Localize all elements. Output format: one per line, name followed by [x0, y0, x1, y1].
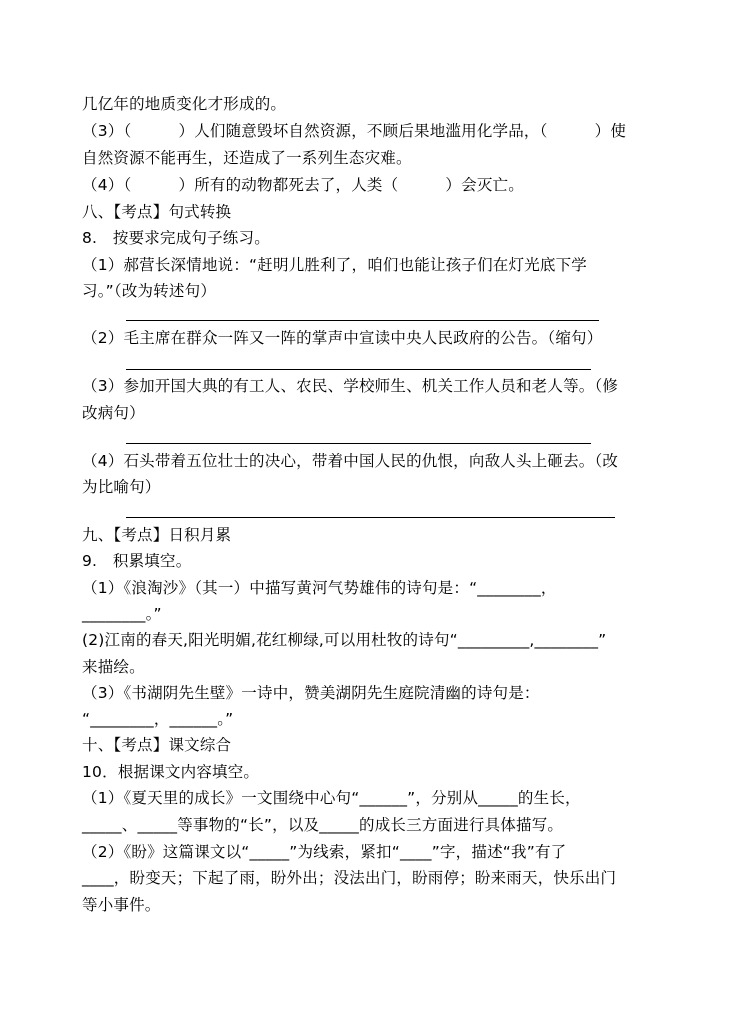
question-9-title: 9. 积累填空。 [82, 552, 192, 570]
question-8-1-line-2: 习。”（改为转述句） [82, 282, 217, 300]
question-8-3-line-2: 改病句） [82, 404, 145, 422]
answer-line-8-4[interactable] [126, 517, 615, 518]
question-7-3-line-1: （3）（ ）人们随意毁坏自然资源，不顾后果地滥用化学品，（ ）使 [82, 122, 627, 140]
question-9-1-line-2: ________。” [82, 605, 162, 623]
question-9-3-line-2: “________，______。” [82, 710, 234, 728]
question-8-title: 8. 按要求完成句子练习。 [82, 229, 270, 247]
question-8-4-line-2: 为比喻句） [82, 478, 161, 496]
question-8-3-line-1: （3）参加开国大典的有工人、农民、学校师生、机关工作人员和老人等。（修 [82, 377, 619, 395]
section-9-heading: 九、【考点】日积月累 [82, 526, 232, 544]
text-line-continuation: 几亿年的地质变化才形成的。 [82, 95, 287, 113]
answer-line-8-2[interactable] [126, 369, 591, 370]
question-10-2-line-2: ____，盼变天；下起了雨，盼外出；没法出门，盼雨停；盼来雨天，快乐出门 [82, 869, 617, 887]
section-8-heading: 八、【考点】句式转换 [82, 203, 232, 221]
question-9-2-line-2: 来描绘。 [82, 658, 145, 676]
question-8-4-line-1: （4）石头带着五位壮士的决心，带着中国人民的仇恨，向敌人头上砸去。（改 [82, 452, 619, 470]
question-10-1-line-2: _____、_____等事物的“长”，以及_____的成长三方面进行具体描写。 [82, 816, 564, 834]
section-10-heading: 十、【考点】课文综合 [82, 736, 232, 754]
answer-line-8-3[interactable] [126, 443, 591, 444]
question-7-4: （4）（ ）所有的动物都死去了，人类（ ）会灭亡。 [82, 176, 524, 194]
question-10-1-line-1: （1）《夏天里的成长》一文围绕中心句“______”，分别从_____的生长， [82, 789, 581, 807]
question-10-2-line-1: （2）《盼》这篇课文以“_____”为线索，紧扣“____”字，描述“我”有了 [82, 843, 567, 861]
answer-line-8-1[interactable] [126, 320, 599, 321]
question-9-1-line-1: （1）《浪淘沙》（其一）中描写黄河气势雄伟的诗句是：“________， [82, 579, 557, 597]
question-9-3-line-1: （3）《书湖阴先生壁》一诗中，赞美湖阴先生庭院清幽的诗句是： [82, 684, 540, 702]
question-7-3-line-2: 自然资源不能再生，还造成了一系列生态灾难。 [82, 149, 412, 167]
question-10-2-line-3: 等小事件。 [82, 896, 161, 914]
question-8-2: （2）毛主席在群众一阵又一阵的掌声中宣读中央人民政府的公告。（缩句） [82, 329, 603, 347]
question-8-1-line-1: （1）郝营长深情地说：“赶明儿胜利了，咱们也能让孩子们在灯光底下学 [82, 256, 587, 274]
question-10-title: 10．根据课文内容填空。 [82, 763, 260, 781]
question-9-2-line-1: (2)江南的春天,阳光明媚,花红柳绿,可以用杜牧的诗句“_________,________” [82, 631, 607, 649]
